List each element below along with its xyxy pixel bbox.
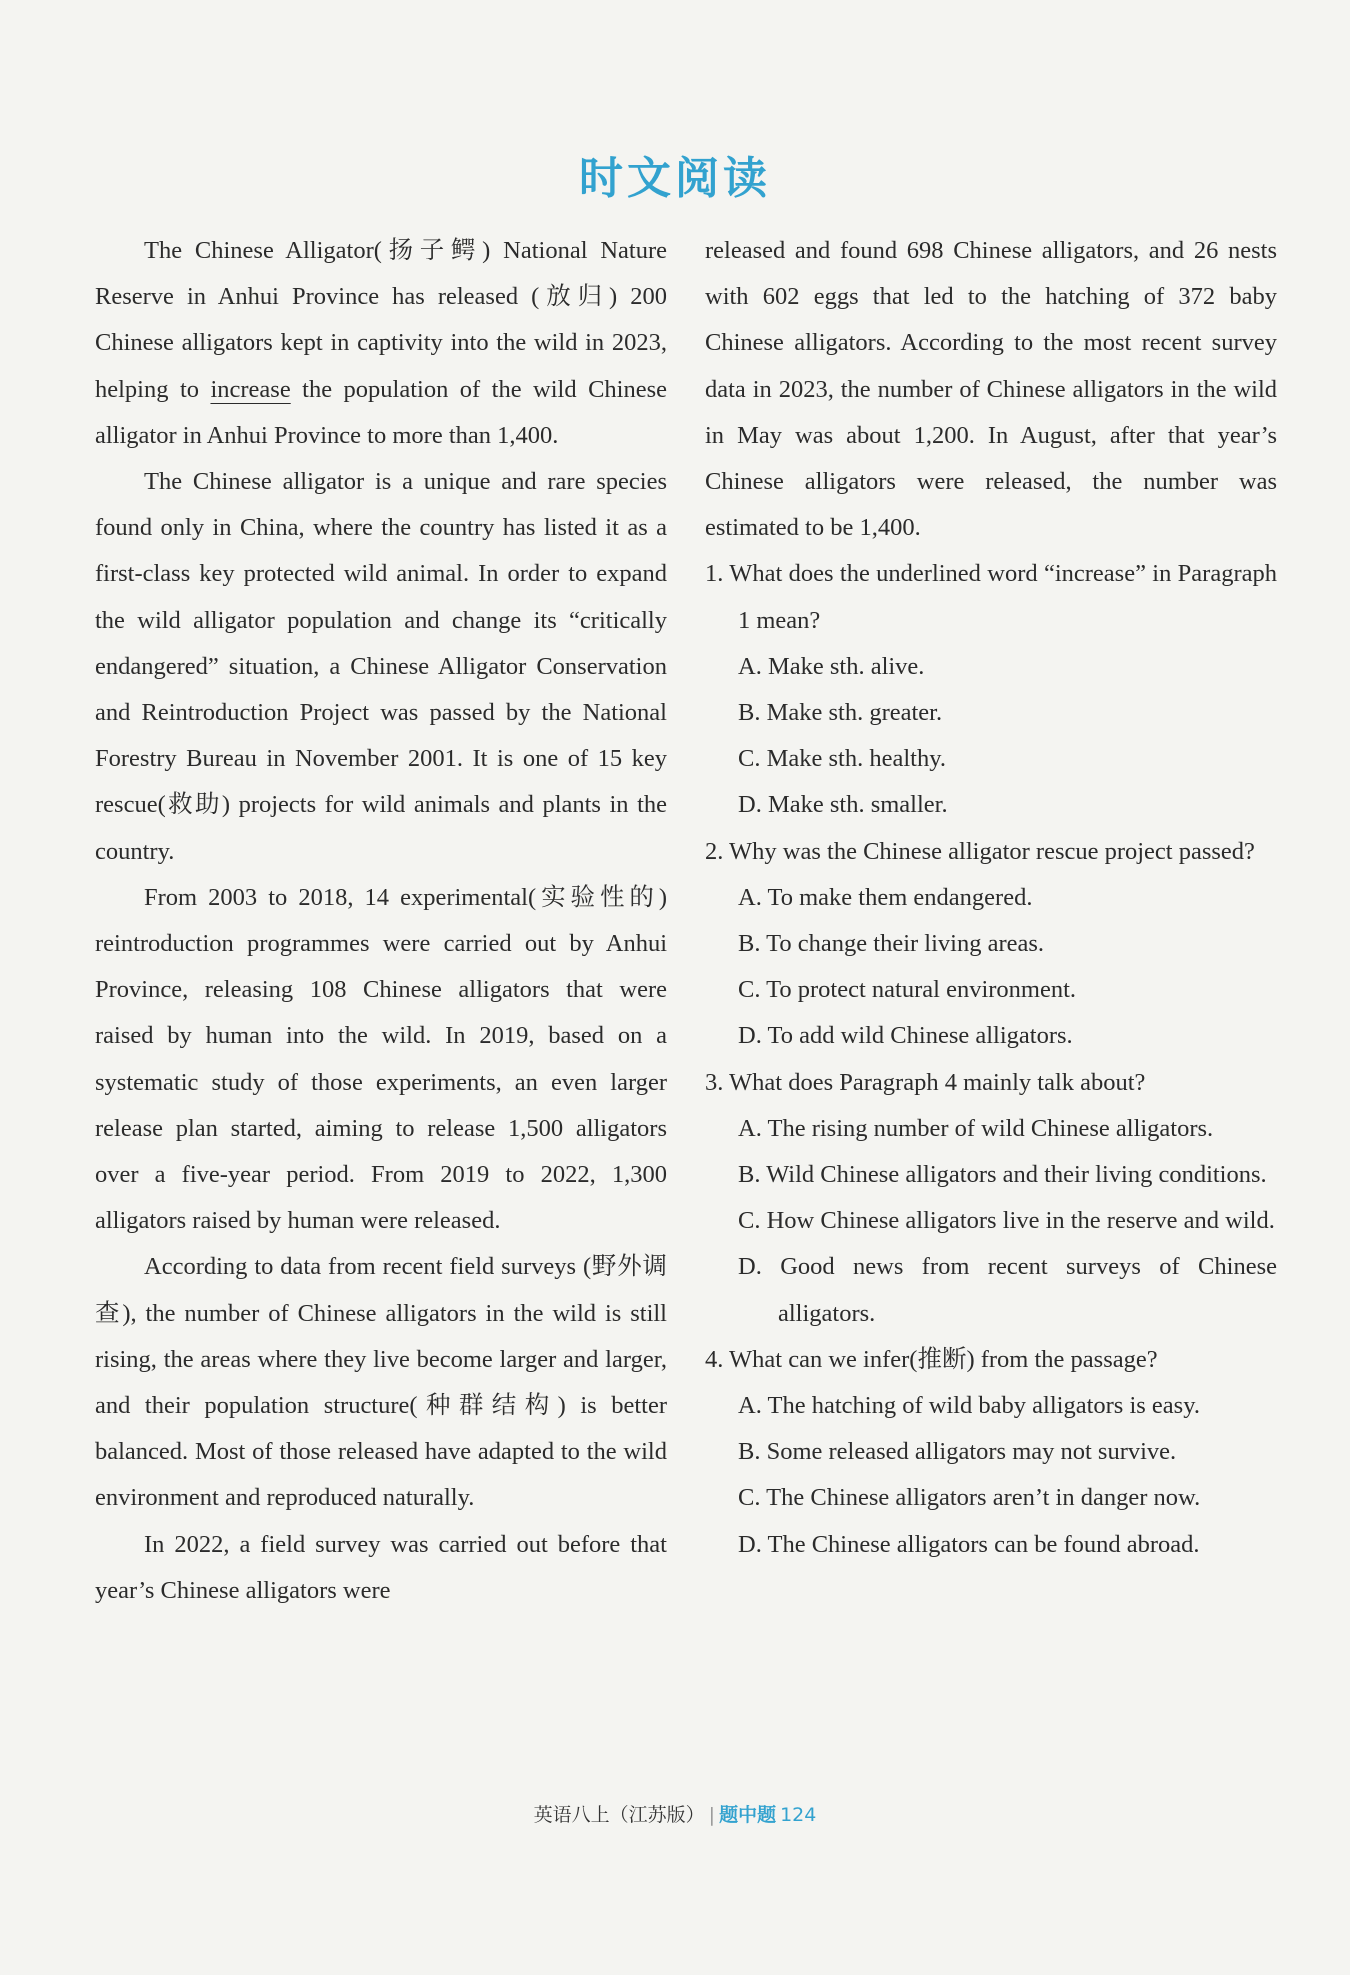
question-1 — [705, 551, 1277, 828]
option-b: B. Make sth. greater. — [738, 699, 943, 727]
passage-paragraph-2: The Chinese alligator is a unique and rare species found only in China, where the country has listed it as a first-class key protected wild animal. In order to expand the wild alligator population and change its “critically endangered” situation, a Chinese Alligator Conservation and Reintroduction Project was passed by the National Forestry Bureau in November 2001. It is one of 15 key rescue(救助) projects for wild animals and plants in the country. — [95, 468, 667, 865]
option-a: A. The rising number of wild Chinese alligators. — [738, 1114, 1214, 1142]
question-stem: 1. What does the underlined word “increase” in Paragraph 1 mean? — [705, 560, 1277, 634]
option-c: C. To protect natural environment. — [738, 976, 1077, 1004]
option-d: D. To add wild Chinese alligators. — [738, 1022, 1073, 1050]
series-brand: 题中题 — [719, 1804, 777, 1826]
passage-paragraph-5-end: released and found 698 Chinese alligators, and 26 nests with 602 eggs that led to the hatching of 372 baby Chinese alligators. According to the most recent survey data in 2023, the number of Chinese alligators in the wild in May was about 1,200. In August, after that year’s Chinese alligators were released, the number was estimated to be 1,400. — [705, 237, 1277, 542]
p1-before: The Chinese Alligator(扬子鳄) National Nature Reserve in Anhui Province has released (放归) 200 Chinese alligators kept in captivity into the wild in 2023, helping to — [95, 237, 667, 403]
page-footer — [0, 1800, 1350, 1827]
passage-column-right — [705, 228, 1277, 1568]
page-title: 时文阅读 — [579, 153, 771, 204]
book-name: 英语八上（江苏版） — [533, 1804, 705, 1826]
option-c: C. How Chinese alligators live in the reserve and wild. — [738, 1207, 1275, 1235]
option-d: D. The Chinese alligators can be found abroad. — [738, 1530, 1200, 1558]
option-b: B. Some released alligators may not survive. — [738, 1438, 1177, 1466]
question-stem: 4. What can we infer(推断) from the passage? — [705, 1345, 1158, 1373]
footer-separator: | — [708, 1804, 716, 1826]
option-c: C. The Chinese alligators aren’t in danger now. — [738, 1484, 1201, 1512]
option-a: A. The hatching of wild baby alligators is easy. — [738, 1392, 1200, 1420]
p1-after: the population of the wild Chinese alligator in Anhui Province to more than 1,400. — [95, 375, 668, 449]
page-number: 124 — [780, 1804, 817, 1826]
question-stem: 2. Why was the Chinese alligator rescue project passed? — [705, 837, 1255, 865]
option-d: D. Good news from recent surveys of Chinese alligators. — [738, 1253, 1277, 1327]
passage-paragraph-3: From 2003 to 2018, 14 experimental(实验性的) reintroduction programmes were carried out by Anhui Province, releasing 108 Chinese alligators that were raised by human into the wild. In 2019, based on a systematic study of those experiments, an even larger release plan started, aiming to release 1,500 alligators over a five-year period. From 2019 to 2022, 1,300 alligators raised by human were released. — [95, 883, 667, 1235]
passage-paragraph-1 — [95, 228, 667, 459]
underlined-word: increase — [210, 375, 291, 403]
question-3 — [705, 1060, 1277, 1337]
passage-paragraph-4: According to data from recent field surveys (野外调查), the number of Chinese alligators in the wild is still rising, the areas where they live become larger and larger, and their population structure(种群结构) is better balanced. Most of those released have adapted to the wild environment and reproduced naturally. — [95, 1253, 667, 1512]
passage-paragraph-5-start: In 2022, a field survey was carried out before that year’s Chinese alligators were — [95, 1530, 667, 1604]
option-a: A. Make sth. alive. — [738, 652, 925, 680]
passage-column-left — [95, 228, 667, 1614]
option-d: D. Make sth. smaller. — [738, 791, 948, 819]
option-b: B. To change their living areas. — [738, 930, 1045, 958]
question-stem: 3. What does Paragraph 4 mainly talk about? — [705, 1068, 1146, 1096]
option-b: B. Wild Chinese alligators and their living conditions. — [738, 1161, 1267, 1189]
option-c: C. Make sth. healthy. — [738, 745, 946, 773]
option-a: A. To make them endangered. — [738, 883, 1033, 911]
question-4 — [705, 1337, 1277, 1568]
question-2 — [705, 829, 1277, 1060]
